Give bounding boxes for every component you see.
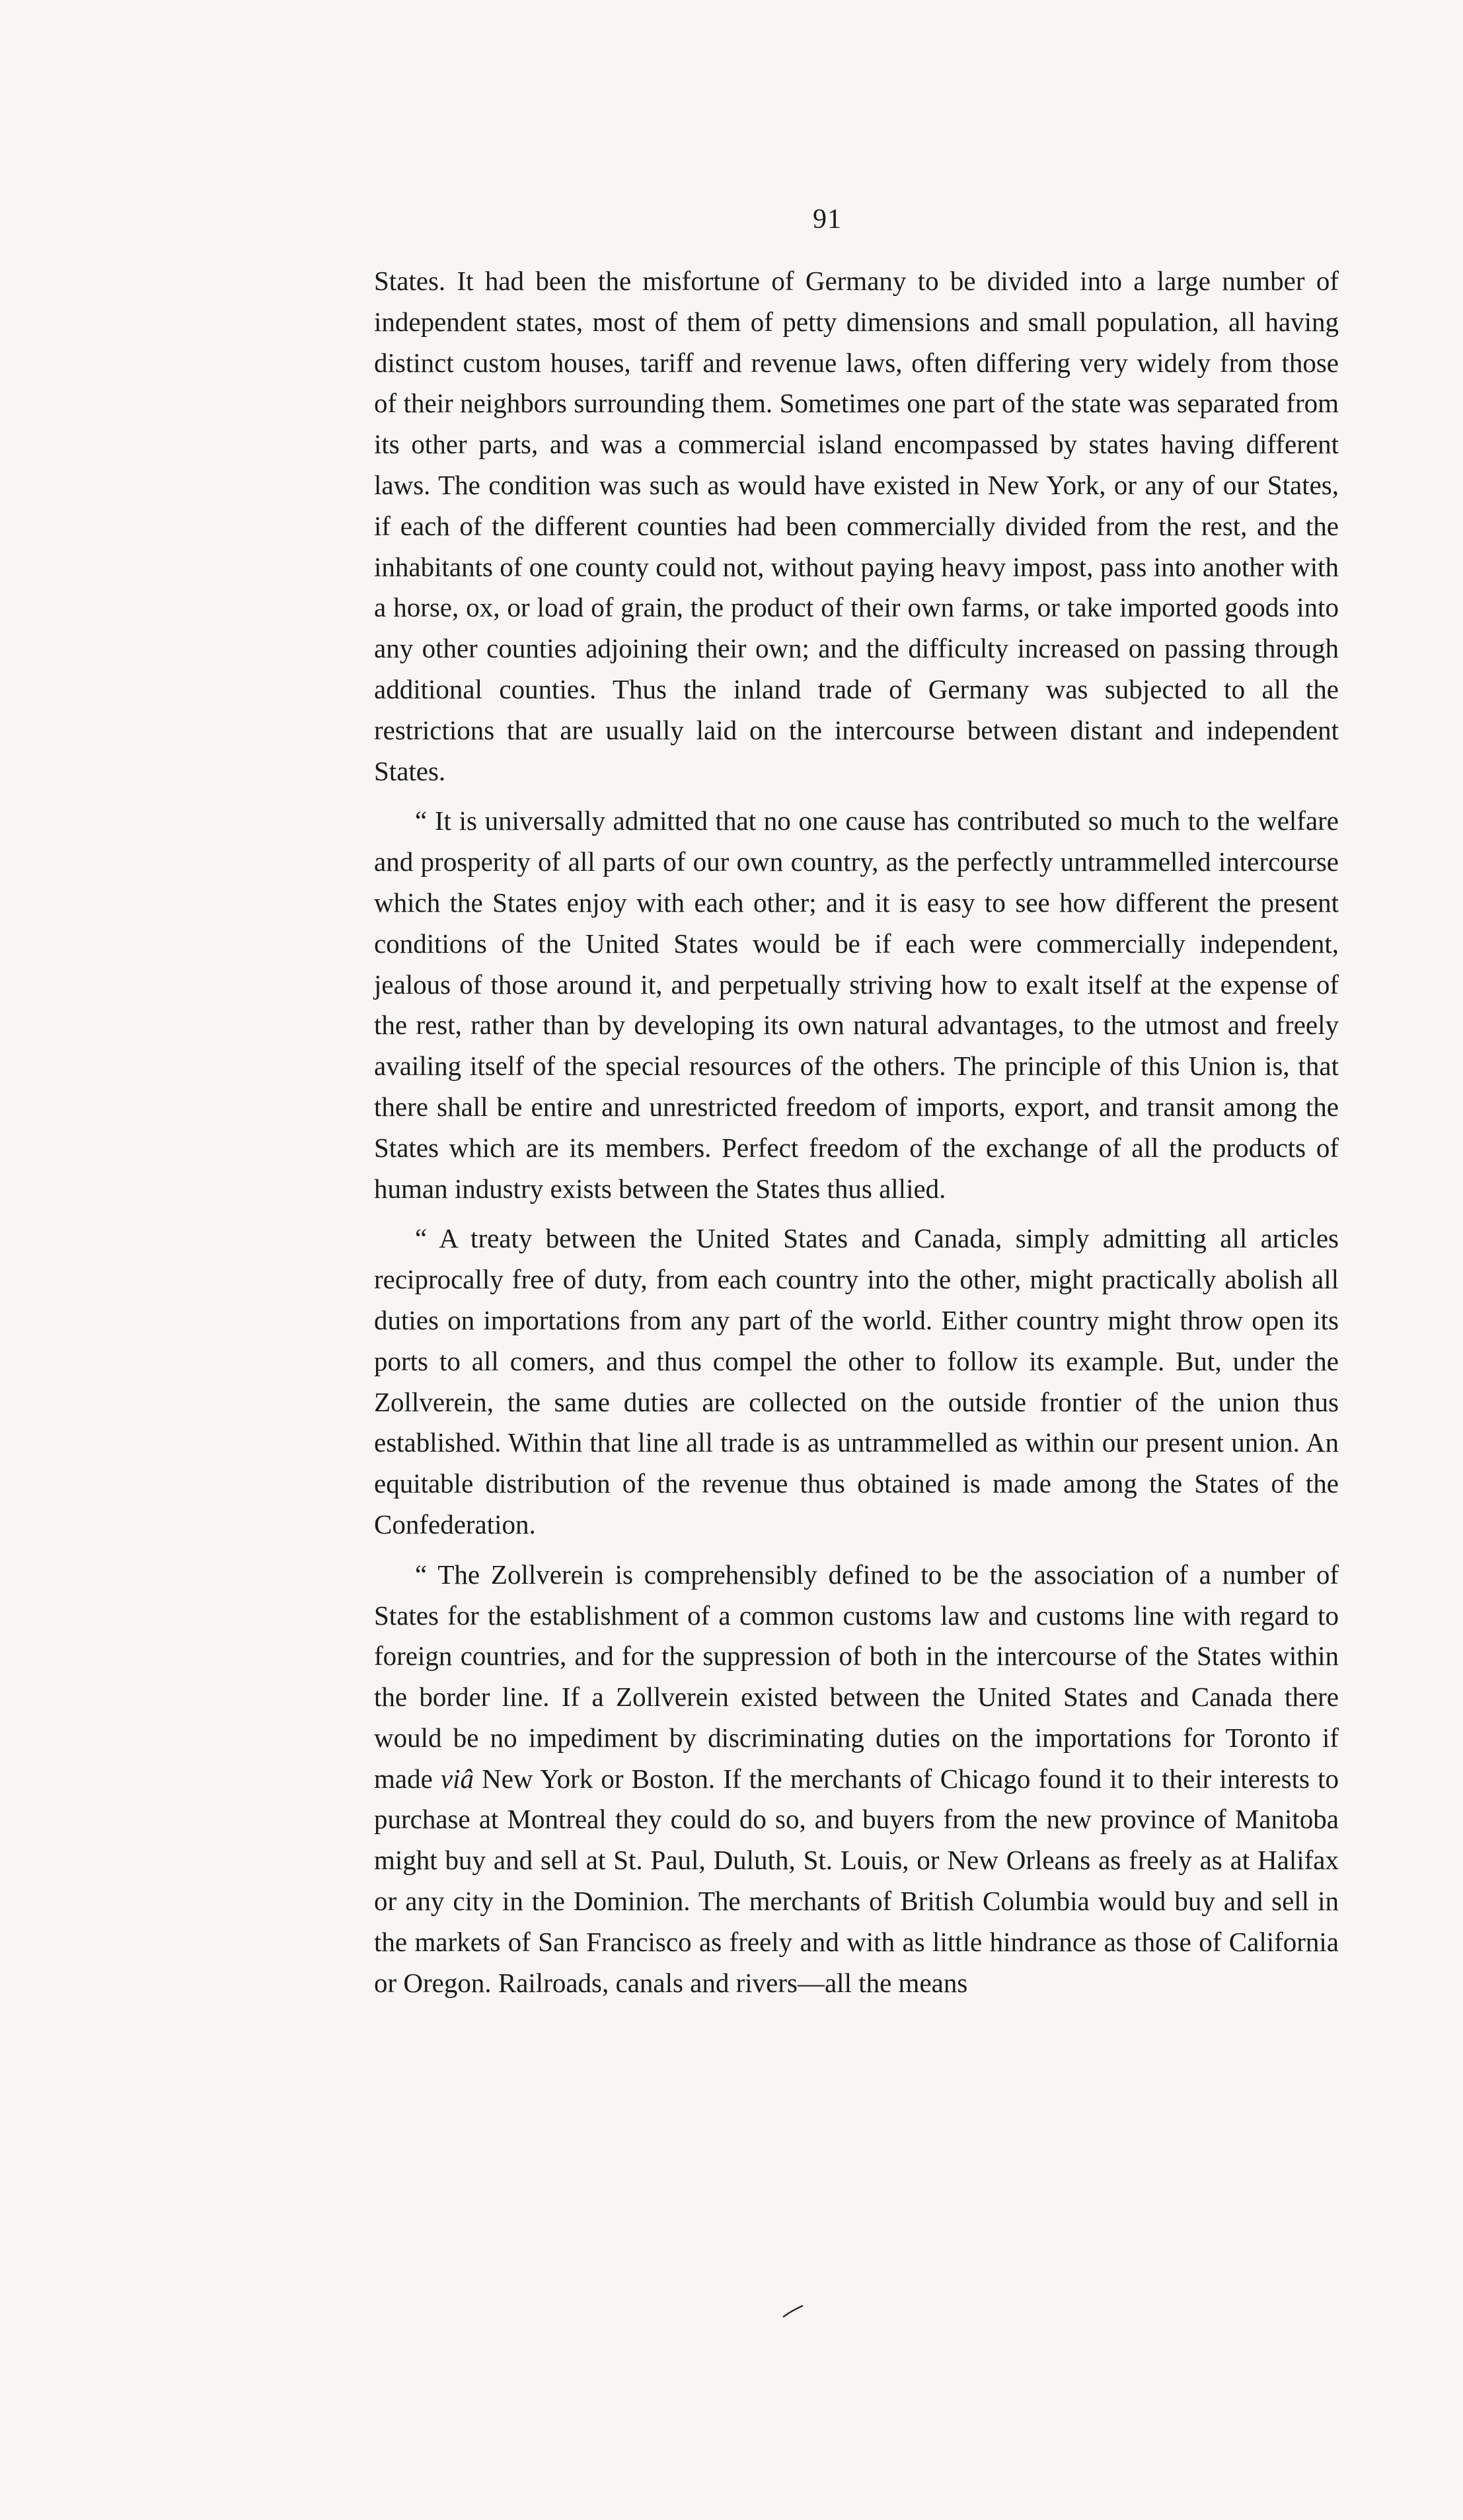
paragraph-zollverein-emphasis: viâ: [440, 1763, 474, 1794]
paragraph-germany-states: States. It had been the misfortune of Germany to be divided into a large number of independent states, most of them of petty dimensions and small population, all having distinct custom houses, tariff and revenue laws, often differing very widely from those of their neighbors surrounding them. Sometimes one part of the state was separated from its other parts, and was a commercial island encompassed by states having different laws. The condition was such as would have existed in New York, or any of our States, if each of the different counties had been commercially divided from the rest, and the inhabitants of one county could not, without paying heavy impost, pass into another with a horse, ox, or load of grain, the product of their own farms, or take imported goods into any other counties adjoining their own; and the difficulty increased on passing through additional counties. Thus the inland trade of Germany was subjected to all the restrictions that are usually laid on the intercourse between distant and independent States.: [374, 266, 1339, 786]
paragraph-union-intercourse: “ It is universally admitted that no one cause has contributed so much to the welfare and prosperity of all parts of our own country, as the perfectly untrammelled intercourse which the States enjoy with each other; and it is easy to see how different the present conditions of the United States would be if each were commercially independent, jealous of those around it, and perpetually striving how to exalt itself at the expense of the rest, rather than by developing its own natural advantages, to the utmost and freely availing itself of the special resources of the others. The principle of this Union is, that there shall be entire and unrestricted freedom of imports, export, and transit among the States which are its members. Perfect freedom of the exchange of all the products of human industry exists between the States thus allied.: [374, 805, 1339, 1204]
page-number: 91: [813, 204, 842, 235]
paragraph-treaty-canada: “ A treaty between the United States and Canada, simply admitting all articles reciprocally free of duty, from each country into the other, might practically abolish all duties on importations from any part of the world. Either country might throw open its ports to all comers, and thus compel the other to follow its example. But, under the Zollverein, the same duties are collected on the outside frontier of the union thus established. Within that line all trade is as untrammelled as within our present union. An equitable distribution of the revenue thus obtained is made among the States of the Confederation.: [374, 1223, 1339, 1539]
ink-mark: [782, 2304, 804, 2318]
paragraph-zollverein-text-after: New York or Boston. If the merchants of Chicago found it to their interests to purchase at Montreal they could do so, and buyers from the new province of Manitoba might buy and sell at St. Paul, Duluth, St. Louis, or New Orleans as freely as at Halifax or any city in the Dominion. The merchants of British Columbia would buy and sell in the markets of San Francisco as freely and with as little hindrance as those of California or Oregon. Railroads, canals and rivers—all the means: [374, 1763, 1339, 1998]
paragraph-zollverein-text-before: “ The Zollverein is comprehensibly defined to be the association of a number of States for the establishment of a common customs law and customs line with regard to foreign countries, and for the suppression of both in the intercourse of the States within the border line. If a Zollverein existed between the United States and Canada there would be no impediment by discriminating duties on the importations for Toronto if made: [374, 1559, 1339, 1794]
body-text: [374, 261, 1339, 2003]
paragraph-zollverein-definition: [374, 1555, 1339, 2004]
